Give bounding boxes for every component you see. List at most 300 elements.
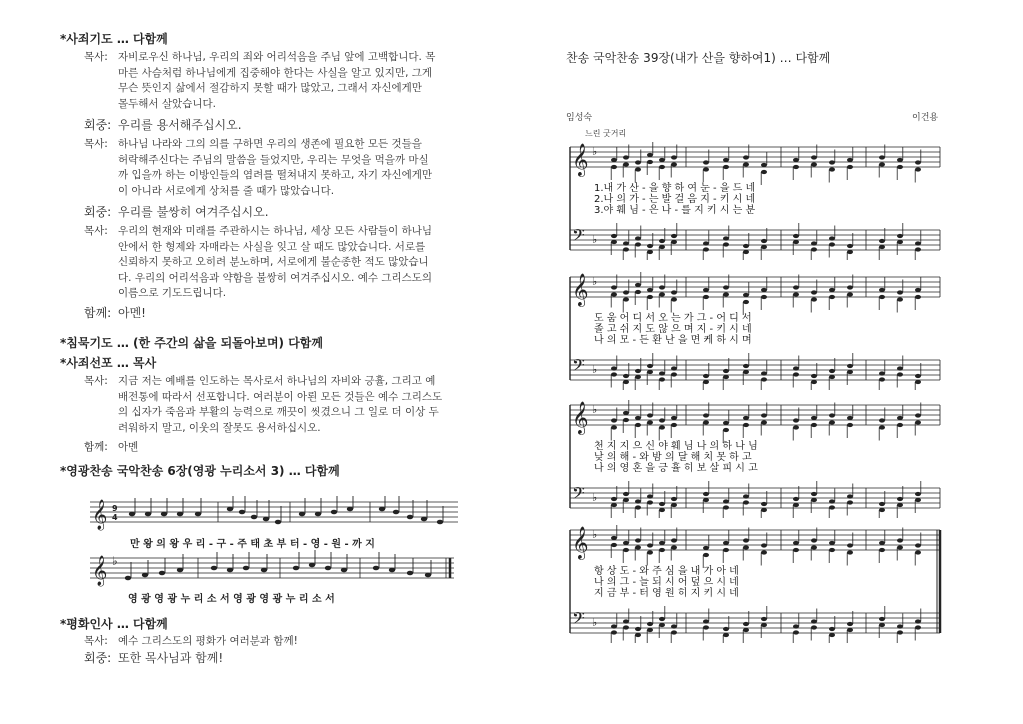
note-head (659, 165, 665, 169)
note-head (811, 247, 817, 251)
hymn-lyric-line: 천 지 지 으 신 야 훼 님 나 의 하 나 님 (594, 441, 758, 452)
note-head (611, 240, 617, 244)
note-head (647, 288, 653, 292)
note-head (647, 250, 653, 254)
bass-clef-icon: 𝄢 (572, 608, 585, 632)
note-head (635, 242, 641, 246)
note-head (671, 155, 677, 159)
speaker-label: 회중: (84, 651, 112, 665)
note-head (743, 622, 749, 626)
absolution-title: *사죄선포 … 목사 (60, 356, 157, 370)
note-head (761, 502, 767, 506)
note-head (611, 630, 617, 634)
hymn-lyric-line: 1.내 가 산 - 을 향 하 여 눈 - 을 드 네 (594, 183, 756, 194)
note-head (723, 375, 729, 379)
note-head (761, 288, 767, 292)
note-head (897, 165, 903, 169)
note-head (847, 416, 853, 420)
note-head (635, 423, 641, 427)
note-head (811, 545, 817, 549)
speaker-label: 목사: (84, 51, 108, 63)
note-head (635, 633, 641, 637)
note-head (623, 619, 629, 623)
note-head (723, 165, 729, 169)
note-head (743, 500, 749, 504)
note-head (635, 505, 641, 509)
note-head (743, 155, 749, 159)
note-head (647, 364, 653, 368)
note-head (761, 508, 767, 512)
note-head (611, 234, 617, 238)
note-head (847, 423, 853, 427)
note-head (671, 234, 677, 238)
note-head (897, 366, 903, 370)
note-head (623, 418, 629, 422)
note-head (793, 372, 799, 376)
note-head (743, 162, 749, 166)
silent-prayer-title: *침묵기도 … (한 주간의 삶을 되돌아보며) 다함께 (60, 336, 323, 350)
note-head (897, 503, 903, 507)
note-head (761, 420, 767, 424)
gloria-lyric-1: 만 왕 의 왕 우 리 - 구 - 주 태 초 부 터 - 영 - 원 - 까 지 (130, 539, 375, 550)
treble-clef-icon: 𝄞 (572, 526, 589, 559)
note-head (847, 158, 853, 162)
note-head (811, 416, 817, 420)
note-head (611, 425, 617, 429)
note-head (915, 380, 921, 384)
note-head (811, 625, 817, 629)
hymn-lyric-line: 나 의 그 - 늘 되 시 어 덮 으 시 네 (594, 577, 739, 588)
note-head (915, 167, 921, 171)
note-head (793, 240, 799, 244)
note-head (829, 541, 835, 545)
note-head (723, 421, 729, 425)
peace-pastor: 예수 그리스도의 평화가 여러분과 함께! (118, 635, 298, 647)
note-head (703, 625, 709, 629)
svg-text:♭: ♭ (112, 554, 118, 568)
note-head (659, 623, 665, 627)
note-head (761, 239, 767, 243)
note-head (611, 543, 617, 547)
hymn-system-3 (566, 393, 946, 518)
note-head (897, 240, 903, 244)
note-head (671, 372, 677, 376)
note-head (793, 366, 799, 370)
note-head (879, 502, 885, 506)
note-head (793, 425, 799, 429)
note-head (793, 165, 799, 169)
note-head (623, 541, 629, 545)
note-head (847, 494, 853, 498)
note-head (879, 239, 885, 243)
note-head (879, 548, 885, 552)
note-head (829, 375, 835, 379)
flat-icon: ♭ (592, 403, 598, 416)
note-head (723, 541, 729, 545)
note-head (897, 158, 903, 162)
confession-pastor-1: 자비로우신 하나님, 우리의 죄와 어리석음을 주님 앞에 고백합니다. 목 마른 사슴처럼 하나님에게 집중해야 한다는 사실을 알고 있지만, 그게 무슨 뜻인지 삶에서 절감하지 못할 때가 많았고, 그래서 자신에게만 몰두해서 살았습니다. (118, 51, 436, 110)
hymn-lyric-line: 나 의 영 혼 을 긍 휼 히 보 살 피 시 고 (594, 463, 758, 474)
amen-response: 아멘 (118, 441, 139, 453)
note-head (847, 292, 853, 296)
note-head (611, 372, 617, 376)
note-head (897, 416, 903, 420)
note-head (623, 290, 629, 294)
note-head (647, 550, 653, 554)
note-head (847, 628, 853, 632)
peace-congregation: 또한 목사님과 함께! (118, 651, 224, 665)
note-head (743, 494, 749, 498)
svg-text:9: 9 (112, 504, 118, 513)
note-head (879, 377, 885, 381)
note-head (793, 624, 799, 628)
note-head (829, 548, 835, 552)
note-head (671, 630, 677, 634)
note-head (879, 418, 885, 422)
note-head (761, 413, 767, 417)
note-head (659, 371, 665, 375)
note-head (647, 543, 653, 547)
note-head (659, 245, 665, 249)
note-head (915, 374, 921, 378)
note-head (879, 371, 885, 375)
note-head (635, 499, 641, 503)
note-head (623, 241, 629, 245)
note-head (829, 295, 835, 299)
flat-icon: ♭ (592, 363, 598, 376)
speaker-label: 목사: (84, 375, 108, 387)
absolution-text: 지금 저는 예배를 인도하는 목사로서 하나님의 자비와 긍휼, 그리고 예 배전통에 따라서 선포합니다. 여러분이 아뢴 모든 것들은 예수 그리스도 의 십자가 죽음과 부활의 능력으로 깨끗이 씻겼으니 그 일로 더 이상 두 려워하지 말고, 이웃의 잘못도 용서하십시오. (118, 375, 443, 434)
note-head (793, 234, 799, 238)
note-head (659, 285, 665, 289)
note-head (811, 297, 817, 301)
note-head (703, 247, 709, 251)
note-head (829, 369, 835, 373)
note-head (743, 370, 749, 374)
note-head (659, 502, 665, 506)
note-head (761, 617, 767, 621)
note-head (811, 155, 817, 159)
note-head (847, 165, 853, 169)
note-head (743, 628, 749, 632)
flat-icon: ♭ (592, 528, 598, 541)
note-head (635, 160, 641, 164)
flat-icon: ♭ (592, 145, 598, 158)
note-head (897, 630, 903, 634)
note-head (847, 364, 853, 368)
note-head (659, 425, 665, 429)
note-head (723, 499, 729, 503)
note-head (829, 627, 835, 631)
speaker-label: 목사: (84, 225, 108, 237)
note-head (915, 413, 921, 417)
note-head (703, 413, 709, 417)
note-head (761, 170, 767, 174)
note-head (743, 364, 749, 368)
treble-clef-icon: 𝄞 (572, 401, 589, 434)
treble-clef-icon: 𝄞 (572, 273, 589, 306)
note-head (761, 371, 767, 375)
note-head (671, 423, 677, 427)
hymn-system-1 (566, 135, 946, 260)
confession-pastor-2: 하나님 나라와 그의 의를 구하면 우리의 생존에 필요한 모든 것들을 허락해주신다는 주님의 말씀을 들었지만, 우리는 무엇을 먹을까 마실 까 입을까 하는 이방인들의 염려를 떨쳐내지 못하고, 자기 자신에게만 이 아니라 서로에게 상처를 줄 때가 많았습니다. (118, 138, 433, 197)
note-head (879, 623, 885, 627)
note-head (671, 545, 677, 549)
note-head (897, 290, 903, 294)
note-head (659, 158, 665, 162)
note-head (635, 236, 641, 240)
note-head (847, 244, 853, 248)
note-head (897, 372, 903, 376)
note-head (879, 288, 885, 292)
note-head (879, 162, 885, 166)
note-head (659, 617, 665, 621)
note-head (647, 153, 653, 157)
hymn-lyric-line: 2.나 의 가 - 는 발 걸 음 지 - 키 시 네 (594, 194, 756, 205)
note-head (761, 245, 767, 249)
note-head (743, 244, 749, 248)
bass-clef-icon: 𝄢 (572, 225, 585, 249)
note-head (761, 163, 767, 167)
speaker-label: 회중: (84, 205, 112, 219)
note-head (793, 158, 799, 162)
note-head (671, 290, 677, 294)
note-head (703, 420, 709, 424)
note-head (847, 550, 853, 554)
note-head (897, 297, 903, 301)
note-head (743, 293, 749, 297)
note-head (611, 418, 617, 422)
note-head (915, 420, 921, 424)
note-head (829, 420, 835, 424)
note-head (793, 630, 799, 634)
note-head (623, 380, 629, 384)
speaker-label: 함께: (84, 441, 108, 453)
note-head (915, 295, 921, 299)
note-head (761, 295, 767, 299)
note-head (897, 624, 903, 628)
note-head (897, 545, 903, 549)
note-head (829, 236, 835, 240)
svg-text:4: 4 (112, 513, 118, 522)
note-head (723, 285, 729, 289)
confession-prayer-title: *사죄기도 … 다함께 (60, 32, 168, 46)
confession-pastor-3: 우리의 현재와 미래를 주관하시는 하나님, 세상 모든 사람들이 하나님 안에서 한 형제와 자매라는 사실을 잊고 살 때도 많았습니다. 서로를 신뢰하지 못하고 오히려 분노하며, 서로에게 불순종한 적도 많았습니 다. 우리의 어리석음과 약함을 불쌍히 여겨주십시오. 예수 그리스도의 이름으로 기도드립니다. (118, 225, 433, 299)
note-head (611, 624, 617, 628)
note-head (635, 283, 641, 287)
note-head (879, 541, 885, 545)
note-head (635, 627, 641, 631)
note-head (897, 423, 903, 427)
note-head (659, 377, 665, 381)
note-head (915, 241, 921, 245)
note-head (723, 505, 729, 509)
speaker-label: 목사: (84, 138, 108, 150)
note-head (897, 234, 903, 238)
congregation-response-1: 우리를 용서해주십시오. (118, 118, 242, 132)
note-head (623, 162, 629, 166)
treble-clef-icon: 𝄞 (572, 143, 589, 176)
note-head (793, 497, 799, 501)
note-head (703, 241, 709, 245)
hymn-lyric-line: 졸 고 쉬 지 도 않 으 며 지 - 키 시 네 (594, 324, 752, 335)
note-head (635, 167, 641, 171)
note-head (611, 503, 617, 507)
note-head (879, 617, 885, 621)
note-head (647, 413, 653, 417)
flat-icon: ♭ (592, 491, 598, 504)
note-head (703, 380, 709, 384)
hymn-system-2 (566, 265, 946, 390)
note-head (671, 538, 677, 542)
note-head (671, 297, 677, 301)
speaker-label: 목사: (84, 635, 108, 647)
note-head (811, 290, 817, 294)
note-head (915, 288, 921, 292)
note-head (647, 628, 653, 632)
note-head (671, 416, 677, 420)
note-head (703, 492, 709, 496)
congregation-response-2: 우리를 불쌍히 여겨주십시오. (118, 205, 269, 219)
note-head (703, 160, 709, 164)
note-head (915, 247, 921, 251)
note-head (915, 492, 921, 496)
note-head (829, 288, 835, 292)
note-head (703, 374, 709, 378)
note-head (743, 416, 749, 420)
note-head (671, 366, 677, 370)
note-head (659, 239, 665, 243)
hymn-lyric-line: 지 금 부 - 터 영 원 히 지 키 시 네 (594, 588, 739, 599)
gloria-staff-2 (90, 548, 460, 598)
note-head (703, 546, 709, 550)
gloria-lyric-2: 영 광 영 광 누 리 소 서 영 광 영 광 누 리 소 서 (128, 594, 335, 605)
hymn-lyric-line: 낮 의 해 - 와 밤 의 달 해 치 못 하 고 (594, 452, 752, 463)
note-head (659, 292, 665, 296)
note-head (793, 548, 799, 552)
note-head (703, 498, 709, 502)
note-head (647, 420, 653, 424)
note-head (635, 545, 641, 549)
note-head (793, 292, 799, 296)
note-head (879, 295, 885, 299)
hymn-lyric-line: 도 움 어 디 서 오 는 가 그 - 어 디 서 (594, 313, 752, 324)
note-head (671, 162, 677, 166)
note-head (659, 418, 665, 422)
note-head (743, 545, 749, 549)
svg-text:𝄞: 𝄞 (92, 500, 108, 530)
note-head (635, 538, 641, 542)
note-head (915, 625, 921, 629)
note-head (829, 242, 835, 246)
note-head (623, 625, 629, 629)
note-head (897, 497, 903, 501)
note-head (897, 538, 903, 542)
speaker-label: 함께: (84, 306, 112, 320)
note-head (829, 413, 835, 417)
hymn-title: 찬송 국악찬송 39장(내가 산을 향하여1) … 다함께 (566, 51, 831, 65)
note-head (847, 370, 853, 374)
lyricist: 임성숙 (566, 113, 593, 123)
note-head (879, 425, 885, 429)
note-head (611, 497, 617, 501)
note-head (635, 416, 641, 420)
note-head (703, 619, 709, 623)
flat-icon: ♭ (592, 233, 598, 246)
composer: 이건용 (912, 113, 939, 123)
note-head (847, 500, 853, 504)
flat-icon: ♭ (592, 616, 598, 629)
note-head (793, 541, 799, 545)
note-head (647, 160, 653, 164)
note-head (635, 375, 641, 379)
note-head (879, 245, 885, 249)
note-head (793, 503, 799, 507)
note-head (743, 300, 749, 304)
note-head (611, 158, 617, 162)
note-head (671, 240, 677, 244)
note-head (611, 366, 617, 370)
note-head (829, 633, 835, 637)
note-head (623, 492, 629, 496)
note-head (671, 624, 677, 628)
note-head (659, 548, 665, 552)
note-head (761, 550, 767, 554)
note-head (915, 550, 921, 554)
note-head (647, 244, 653, 248)
hymn-lyric-line: 3.야 훼 님 - 은 나 - 를 지 키 시 는 분 (594, 205, 756, 216)
amen-response: 아멘! (118, 306, 146, 320)
hymn-lyric-line: 나 의 모 - 든 환 난 을 면 케 하 시 며 (594, 335, 752, 346)
note-head (723, 292, 729, 296)
note-head (829, 499, 835, 503)
svg-text:𝄞: 𝄞 (92, 556, 108, 586)
note-head (703, 167, 709, 171)
note-head (829, 505, 835, 509)
note-head (611, 536, 617, 540)
note-head (915, 543, 921, 547)
note-head (659, 508, 665, 512)
note-head (703, 553, 709, 557)
note-head (811, 619, 817, 623)
gloria-staff-1 (90, 492, 460, 542)
note-head (723, 428, 729, 432)
note-head (879, 508, 885, 512)
note-head (611, 292, 617, 296)
note-head (915, 619, 921, 623)
note-head (723, 158, 729, 162)
bass-clef-icon: 𝄢 (572, 483, 585, 507)
note-head (811, 492, 817, 496)
note-head (723, 369, 729, 373)
note-head (635, 290, 641, 294)
note-head (761, 543, 767, 547)
note-head (647, 622, 653, 626)
note-head (723, 548, 729, 552)
note-head (623, 155, 629, 159)
note-head (723, 633, 729, 637)
note-head (761, 623, 767, 627)
note-head (611, 165, 617, 169)
note-head (671, 497, 677, 501)
note-head (623, 498, 629, 502)
note-head (723, 627, 729, 631)
peace-greeting-title: *평화인사 … 다함께 (60, 617, 168, 631)
bass-clef-icon: 𝄢 (572, 355, 585, 379)
note-head (723, 242, 729, 246)
note-head (847, 285, 853, 289)
note-head (811, 423, 817, 427)
